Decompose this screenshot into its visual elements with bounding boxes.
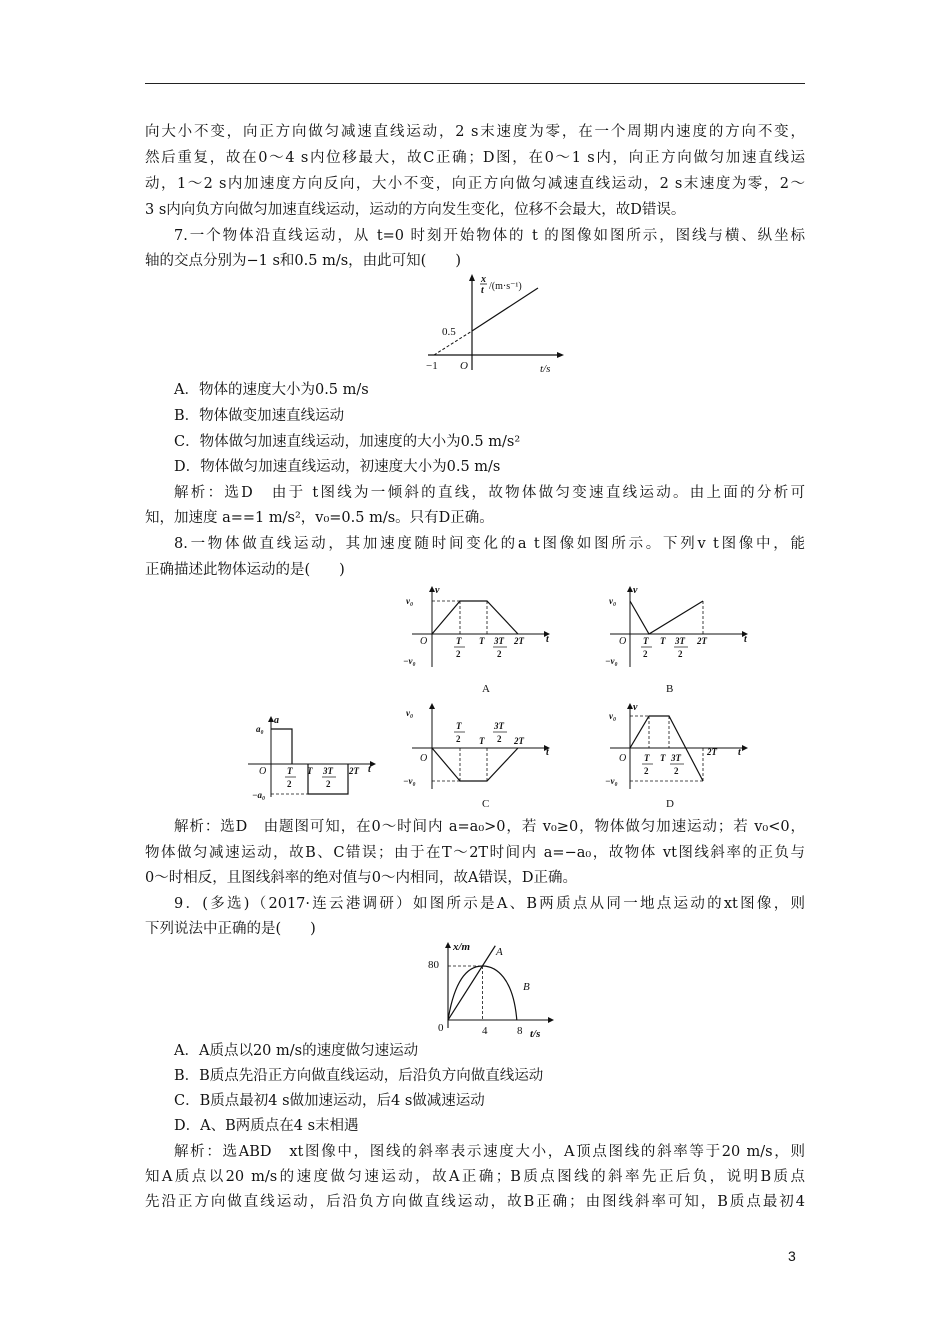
q7-stem: 7.一个物体沿直线运动，从 t=0 时刻开始物体的 t 的图像如图所示，图线与横、纵坐标 (174, 228, 805, 244)
svg-text:2: 2 (456, 734, 461, 744)
q8-analysis: 物体做匀减速运动，故B、C错误；由于在T～2T时间内 a=−a₀，故物体 vt图线斜率的正负与 (145, 845, 805, 861)
paragraph-line: 然后重复，故在0～4 s内位移最大，故C正确；D图，在0～1 s内，向正方向做匀加速直线运 (145, 150, 805, 166)
q7-option-c: C．物体做匀加速直线运动，加速度的大小为0.5 m/s² (174, 434, 521, 450)
q9-analysis: 解析：选ABD xt图像中，图线的斜率表示速度大小，A顶点图线的斜率等于20 m/s，则 (174, 1144, 805, 1160)
svg-text:a₀: a₀ (256, 724, 264, 734)
q7-analysis: 解析：选D 由于 t图线为一倾斜的直线，故物体做匀变速直线运动。由上面的分析可 (174, 485, 805, 501)
svg-text:a: a (274, 715, 279, 726)
q9-stem: 下列说法中正确的是( ) (145, 921, 316, 937)
svg-text:3T: 3T (675, 636, 685, 646)
svg-text:t: t (744, 634, 747, 645)
svg-text:2: 2 (326, 779, 331, 789)
q8-analysis: 解析：选D 由题图可知，在0～时间内 a=a₀>0，若 v₀≥0，物体做匀加速运动；若 v₀<0， (174, 819, 805, 835)
q9-option-b: B．B质点先沿正方向做直线运动，后沿负方向做直线运动 (174, 1068, 544, 1084)
q8-stem: 8.一物体做直线运动，其加速度随时间变化的a t图像如图所示。下列v t图像中，能 (174, 536, 805, 552)
svg-text:T: T (456, 721, 462, 731)
svg-text:3T: 3T (323, 766, 333, 776)
q9-option-c: C．B质点最初4 s做加速运动，后4 s做减速运动 (174, 1093, 485, 1109)
panel-letter: B (666, 683, 674, 695)
panel-letter: C (482, 798, 490, 810)
svg-text:−v₀: −v₀ (605, 776, 618, 786)
svg-text:T: T (479, 736, 485, 746)
svg-text:2T: 2T (514, 636, 524, 646)
q8-at-graph (226, 712, 386, 802)
q8-graph-d (605, 699, 773, 814)
panel-letter: A (482, 683, 490, 695)
svg-text:O: O (420, 636, 428, 647)
paragraph-line: 3 s内向负方向做匀加速直线运动，运动的方向发生变化，位移不会最大，故D错误。 (145, 202, 686, 218)
svg-text:v: v (435, 585, 440, 596)
svg-text:t: t (738, 747, 741, 758)
svg-text:2: 2 (287, 779, 292, 789)
svg-text:−a₀: −a₀ (252, 790, 266, 800)
q9-analysis: 先沿正方向做直线运动，后沿负方向做直线运动，故B正确；由图线斜率可知，B质点最初4 (145, 1194, 805, 1210)
q7-stem: 轴的交点分别为−1 s和0.5 m/s，由此可知( ) (145, 253, 461, 269)
svg-text:v: v (633, 585, 638, 596)
header-rule (145, 83, 805, 84)
q7-ylabel-num: x (481, 274, 486, 285)
svg-text:2: 2 (456, 649, 461, 659)
q9-chart (420, 938, 570, 1038)
q8-graph-a (398, 582, 563, 697)
svg-text:2: 2 (674, 766, 679, 776)
q9-option-a: A．A质点以20 m/s的速度做匀速运动 (174, 1043, 419, 1059)
q9-series-a (448, 946, 495, 1020)
svg-text:T: T (643, 636, 649, 646)
svg-text:t: t (546, 634, 549, 645)
svg-text:−v₀: −v₀ (403, 776, 416, 786)
svg-text:T: T (660, 753, 666, 763)
svg-text:−v₀: −v₀ (605, 656, 618, 666)
q7-y-intercept: 0.5 (442, 326, 456, 338)
q9-stem: 9．(多选)（2017·连云港调研）如图所示是A、B两质点从同一地点运动的xt图像，则 (174, 896, 805, 912)
q7-xlabel: t/s (540, 363, 551, 375)
q7-option-d: D．物体做匀加速直线运动，初速度大小为0.5 m/s (174, 459, 501, 475)
svg-text:T: T (456, 636, 462, 646)
q7-ylabel-den: t (481, 285, 484, 296)
paragraph-line: 向大小不变，向正方向做匀减速直线运动，2 s末速度为零，在一个周期内速度的方向不变， (145, 124, 805, 140)
svg-text:2T: 2T (349, 766, 359, 776)
svg-text:v₀: v₀ (406, 708, 414, 718)
svg-text:v₀: v₀ (609, 711, 617, 721)
q9-label-b: B (523, 981, 530, 993)
svg-text:2: 2 (643, 649, 648, 659)
svg-text:T: T (307, 766, 313, 776)
q9-x4: 4 (482, 1025, 488, 1037)
svg-text:2: 2 (644, 766, 649, 776)
svg-text:t: t (368, 764, 371, 775)
q9-label-a: A (496, 946, 503, 958)
paragraph-line: 动，1～2 s内加速度方向反向，大小不变，向正方向做匀减速直线运动，2 s末速度为零，2～ (145, 176, 805, 192)
q8-graph-b (605, 582, 773, 697)
svg-text:2T: 2T (707, 747, 717, 757)
svg-text:v₀: v₀ (609, 596, 617, 606)
q9-option-d: D．A、B两质点在4 s末相遇 (174, 1118, 359, 1134)
q9-x8: 8 (517, 1025, 523, 1037)
svg-text:t: t (546, 747, 549, 758)
panel-letter: D (666, 798, 674, 810)
q9-y80: 80 (428, 959, 439, 971)
svg-text:O: O (420, 753, 428, 764)
svg-text:2: 2 (497, 734, 502, 744)
svg-text:2: 2 (497, 649, 502, 659)
svg-text:T: T (644, 753, 650, 763)
svg-text:2T: 2T (514, 736, 524, 746)
svg-text:3T: 3T (494, 636, 504, 646)
q7-ylabel-unit: /(m·s⁻¹) (489, 281, 522, 292)
q7-figure (420, 270, 580, 380)
svg-text:T: T (479, 636, 485, 646)
svg-text:v₀: v₀ (406, 596, 414, 606)
svg-text:2T: 2T (697, 636, 707, 646)
q7-analysis: 知，加速度 a==1 m/s²，v₀=0.5 m/s。只有D正确。 (145, 510, 494, 526)
svg-text:O: O (259, 766, 267, 777)
q7-origin: O (460, 360, 468, 372)
svg-text:3T: 3T (494, 721, 504, 731)
svg-text:v: v (633, 702, 638, 713)
svg-text:2: 2 (678, 649, 683, 659)
q7-option-b: B．物体做变加速直线运动 (174, 408, 345, 424)
q9-analysis: 知A质点以20 m/s的速度做匀速运动，故A正确；B质点图线的斜率先正后负，说明B质点 (145, 1169, 805, 1185)
q9-origin: 0 (438, 1022, 444, 1034)
q8-graph-c (398, 699, 563, 814)
svg-text:O: O (619, 753, 627, 764)
svg-text:T: T (660, 636, 666, 646)
q9-xlabel: t/s (530, 1028, 541, 1040)
svg-text:T: T (287, 766, 293, 776)
svg-text:3T: 3T (671, 753, 681, 763)
svg-text:O: O (619, 636, 627, 647)
q7-x-intercept: −1 (426, 360, 438, 372)
page-number: 3 (788, 1248, 796, 1264)
q9-ylabel: x/m (453, 941, 471, 953)
q8-stem: 正确描述此物体运动的是( ) (145, 562, 345, 578)
q7-option-a: A．物体的速度大小为0.5 m/s (174, 382, 369, 398)
svg-text:−v₀: −v₀ (403, 656, 416, 666)
q8-analysis: 0～时相反，且图线斜率的绝对值与0～内相同，故A错误，D正确。 (145, 870, 578, 886)
